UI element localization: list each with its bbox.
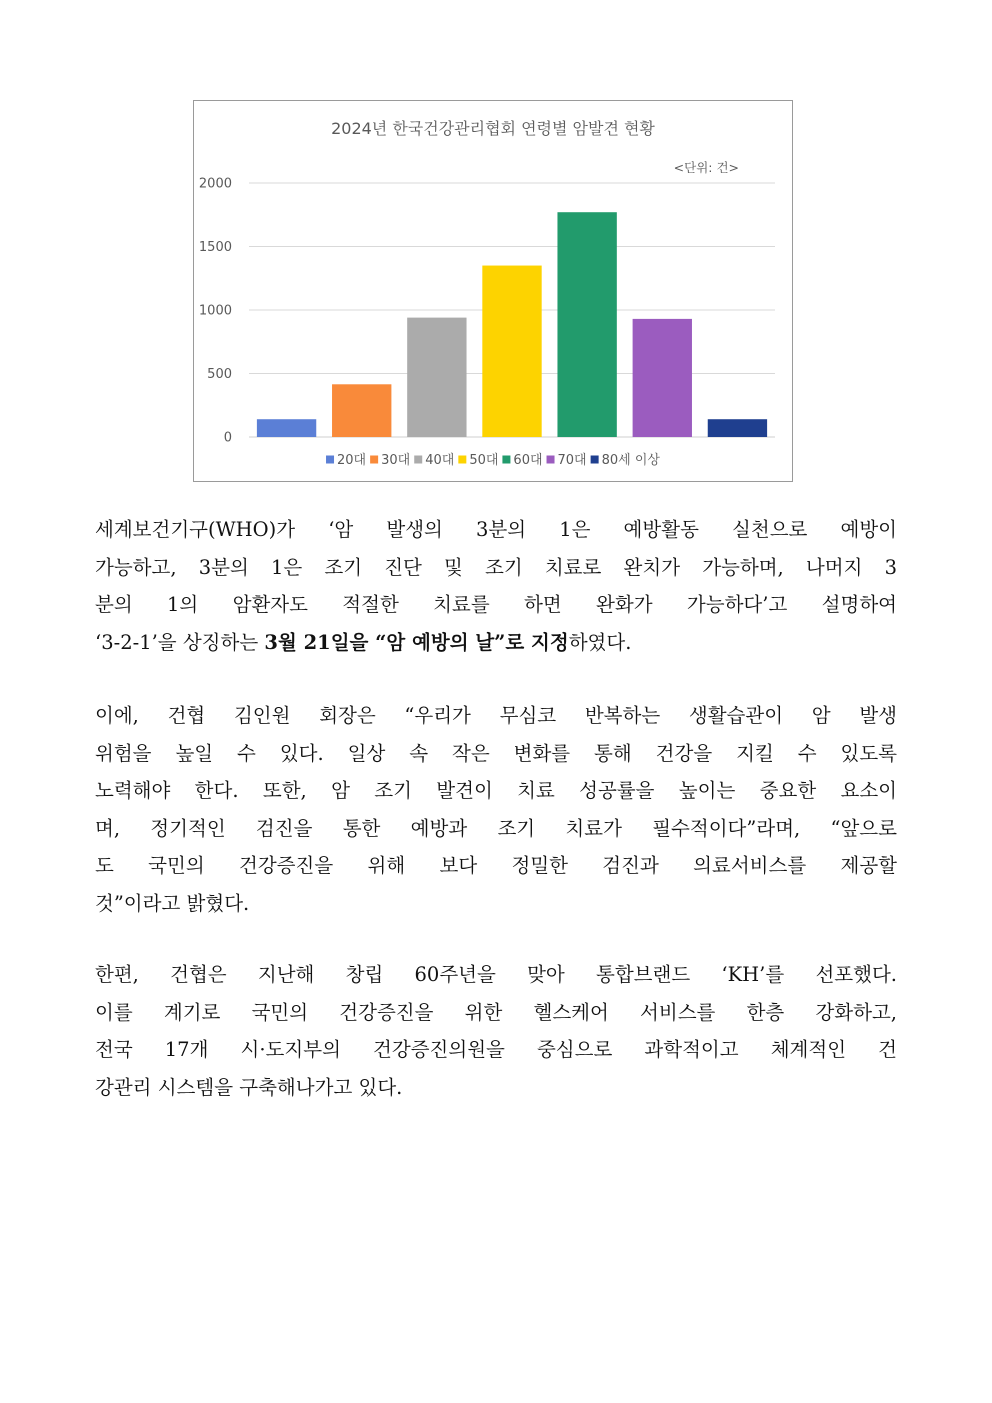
bar — [407, 318, 466, 437]
legend-swatch — [326, 456, 334, 464]
y-tick-label: 0 — [223, 430, 232, 446]
bar — [708, 419, 767, 437]
paragraph-line: 세계보건기구(WHO)가 ‘암 발생의 3분의 1은 예방활동 실천으로 예방이 — [95, 518, 897, 541]
legend-item — [547, 452, 587, 468]
bar — [332, 384, 391, 437]
bar — [257, 419, 316, 437]
legend-label: 20대 — [337, 453, 367, 468]
bar — [557, 212, 616, 437]
paragraph-brand — [95, 956, 897, 1106]
paragraph-line: 분의 1의 암환자도 적절한 치료를 하면 완화가 가능하다’고 설명하여 — [95, 593, 897, 616]
text-segment: 하였다. — [568, 630, 632, 654]
text-segment: ‘3-2-1’을 상징하는 — [95, 630, 265, 654]
bar — [633, 319, 692, 437]
y-tick-label: 500 — [207, 367, 232, 382]
chart-legend — [326, 452, 660, 468]
legend-swatch — [547, 456, 555, 464]
legend-label: 40대 — [425, 453, 455, 468]
paragraph-line: 이를 계기로 국민의 건강증진을 위한 헬스케어 서비스를 한층 강화하고, — [95, 1000, 897, 1024]
legend-label: 60대 — [513, 453, 543, 468]
legend-item — [458, 452, 498, 468]
chart-bars — [257, 212, 767, 437]
bar-chart — [193, 100, 793, 482]
paragraph-line — [95, 624, 897, 662]
paragraph-line: 위험을 높일 수 있다. 일상 속 작은 변화를 통해 건강을 지킬 수 있도록 — [95, 741, 897, 765]
chart-unit-note: <단위: 건> — [673, 160, 739, 175]
paragraph-line: 것”이라고 밝혔다. — [95, 891, 250, 915]
legend-item — [591, 452, 661, 468]
bar — [482, 266, 541, 437]
legend-item — [414, 452, 454, 468]
paragraph-line: 가능하고, 3분의 1은 조기 진단 및 조기 치료로 완치가 가능하며, 나머지 3 — [95, 555, 897, 579]
paragraph-line: 이에, 건협 김인원 회장은 “우리가 무심코 반복하는 생활습관이 암 발생 — [95, 704, 897, 727]
legend-swatch — [591, 456, 599, 464]
chart-canvas — [194, 101, 792, 481]
legend-item — [370, 452, 410, 468]
paragraph-line: 전국 17개 시·도지부의 건강증진의원을 중심으로 과학적이고 체계적인 건 — [95, 1038, 897, 1061]
legend-label: 80세 이상 — [601, 453, 660, 468]
legend-swatch — [502, 456, 510, 464]
legend-swatch — [458, 456, 466, 464]
paragraph-line: 며, 정기적인 검진을 통한 예방과 조기 치료가 필수적이다”라며, “앞으로 — [95, 816, 897, 840]
chart-title: 2024년 한국건강관리협회 연령별 암발견 현황 — [331, 119, 655, 138]
chart-y-axis — [199, 177, 232, 446]
paragraph-chairman-quote — [95, 697, 897, 922]
paragraph-line: 강관리 시스템을 구축해나가고 있다. — [95, 1075, 403, 1099]
bold-emphasis: 3월 21일을 “암 예방의 날”로 지정 — [264, 630, 569, 654]
y-tick-label: 2000 — [198, 176, 232, 192]
paragraph-line: 도 국민의 건강증진을 위해 보다 정밀한 검진과 의료서비스를 제공할 — [95, 854, 897, 877]
legend-item — [502, 452, 542, 468]
paragraph-line: 노력해야 한다. 또한, 암 조기 발견이 치료 성공률을 높이는 중요한 요소이 — [95, 779, 897, 802]
y-tick-label: 1000 — [198, 303, 232, 319]
legend-item — [326, 452, 366, 468]
legend-swatch — [370, 456, 378, 464]
legend-label: 70대 — [557, 453, 587, 468]
legend-swatch — [414, 456, 422, 464]
y-tick-label: 1500 — [198, 240, 232, 255]
paragraph-line: 한편, 건협은 지난해 창립 60주년을 맞아 통합브랜드 ‘KH’를 선포했다. — [95, 963, 897, 986]
legend-label: 30대 — [381, 453, 411, 468]
paragraph-who — [95, 511, 897, 661]
legend-label: 50대 — [469, 453, 499, 468]
